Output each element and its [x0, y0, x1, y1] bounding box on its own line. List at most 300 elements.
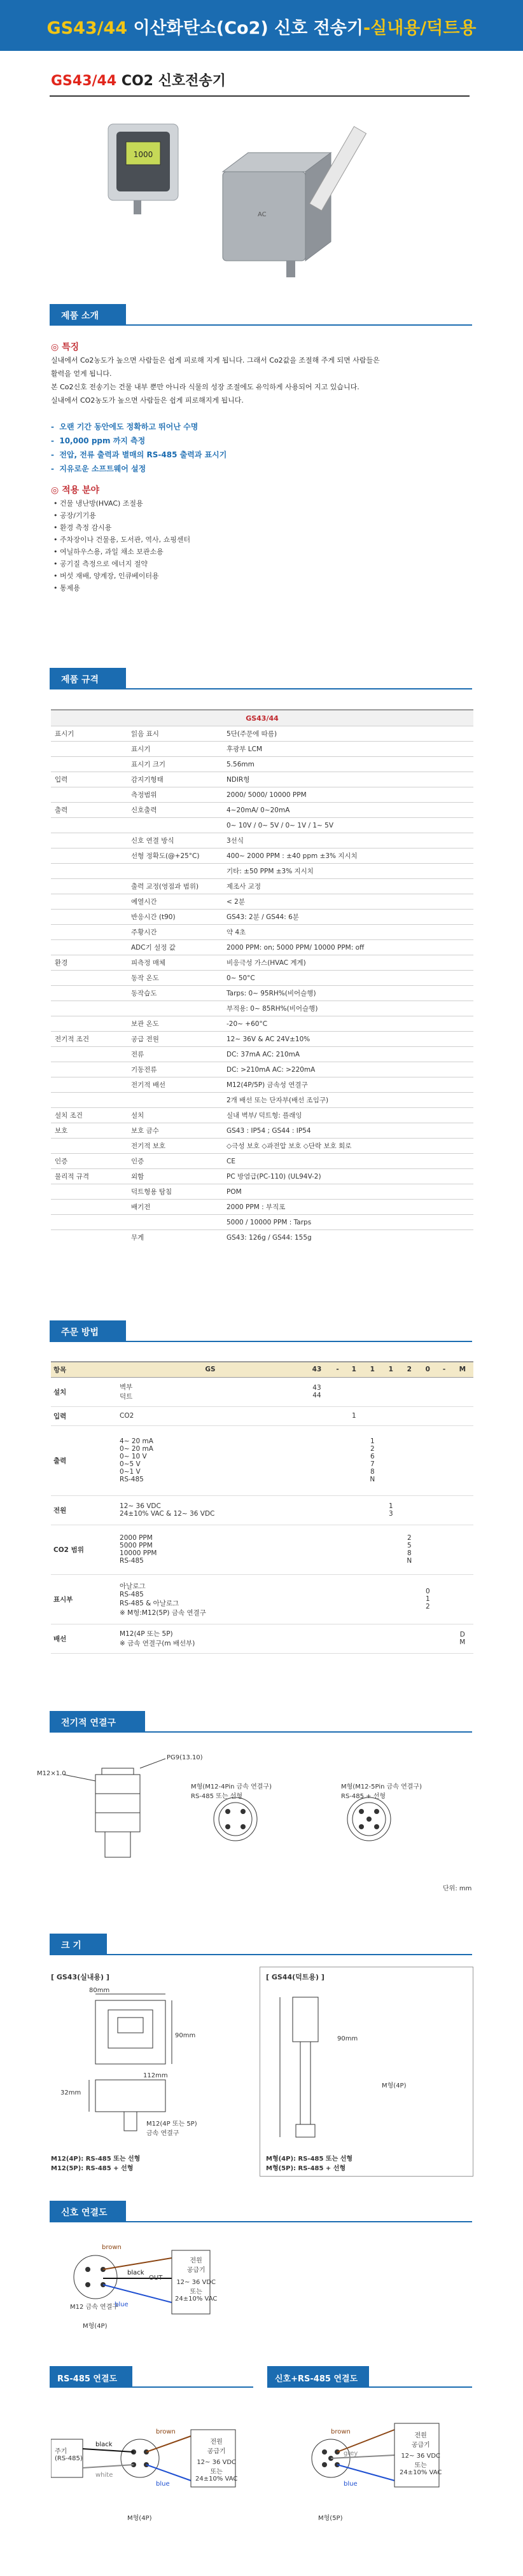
order-item: 0~1 V [120, 1468, 141, 1476]
rs485-white: white [95, 2472, 113, 2479]
order-empty-cell [437, 1574, 452, 1624]
spec-cell: NDIR형 [223, 772, 473, 787]
order-group: CO2 범위 [51, 1525, 117, 1574]
spec-cell: 측정범위 [127, 787, 223, 803]
order-item: 덕트 [120, 1393, 133, 1401]
order-codes [303, 1377, 330, 1406]
spec-row [51, 1200, 473, 1215]
order-group: 배선 [51, 1624, 117, 1653]
spec-row [51, 1016, 473, 1032]
order-row [51, 1495, 473, 1525]
order-empty-cell [303, 1574, 330, 1624]
order-empty-cell [303, 1624, 330, 1653]
spec-table-header: GS43/44 [51, 709, 473, 726]
spec-cell [51, 910, 127, 925]
gs43-note: M12(4P 또는 5P) 금속 연결구 [146, 2121, 197, 2137]
spec-cell: 400~ 2000 PPM : ±40 ppm ±3% 지시치 [223, 848, 473, 864]
svg-text:1000: 1000 [133, 150, 153, 159]
spec-cell: 제조사 교정 [223, 879, 473, 894]
spec-cell: 보호 [51, 1123, 127, 1139]
list-item: • 여닐하우스용, 과일 채소 보관소용 [53, 548, 164, 556]
dim-32: 32mm [60, 2089, 81, 2096]
spec-cell: 피측정 매체 [127, 955, 223, 971]
order-items [117, 1495, 303, 1525]
spec-cell [127, 864, 223, 879]
spec-cell [51, 1062, 127, 1077]
spec-cell: 약 4초 [223, 925, 473, 940]
spec-cell [51, 742, 127, 757]
order-empty-cell [303, 1525, 330, 1574]
order-header-cell: 1 [345, 1362, 363, 1377]
spec-cell: 전류 [127, 1047, 223, 1062]
sr-brown: brown [331, 2428, 351, 2435]
order-row [51, 1624, 473, 1653]
spec-cell: 전기적 보호 [127, 1139, 223, 1154]
order-empty-cell [382, 1425, 400, 1495]
order-header-cell: 0 [419, 1362, 437, 1377]
spec-row [51, 1093, 473, 1108]
spec-cell: 설치 [127, 1108, 223, 1123]
spec-row [51, 1169, 473, 1184]
order-item: 5000 PPM [120, 1542, 153, 1549]
order-items [117, 1624, 303, 1653]
spec-cell: < 2분 [223, 894, 473, 910]
product-title: GS43/44 CO2 신호전송기 [51, 73, 226, 89]
dimension-drawing [51, 1984, 471, 2175]
order-code: 2 [425, 1603, 430, 1610]
order-empty-cell [330, 1624, 345, 1653]
spec-row [51, 940, 473, 955]
spec-cell [51, 1016, 127, 1032]
order-empty-cell [400, 1574, 419, 1624]
spec-cell: 5000 / 10000 PPM : Tarps [223, 1215, 473, 1230]
order-empty-cell [400, 1377, 419, 1406]
order-empty-cell [303, 1495, 330, 1525]
order-empty-cell [437, 1525, 452, 1574]
order-row [51, 1406, 473, 1425]
order-empty-cell [363, 1574, 382, 1624]
order-header-cell: 2 [400, 1362, 419, 1377]
spec-cell: 전기적 조건 [51, 1032, 127, 1047]
order-group: 출력 [51, 1425, 117, 1495]
order-empty-cell [419, 1525, 437, 1574]
spec-cell: 예열시간 [127, 894, 223, 910]
spec-cell: 설치 조건 [51, 1108, 127, 1123]
order-item: RS-485 [120, 1476, 144, 1483]
order-empty-cell [345, 1495, 363, 1525]
rs485-host: 주기 (RS-485) [55, 2448, 83, 2462]
order-code: D [459, 1631, 465, 1638]
conn1-label: M형(M12-4Pin 금속 연결구) RS-485 또는 선형 [191, 1783, 272, 1800]
order-empty-cell [363, 1377, 382, 1406]
order-codes [345, 1406, 363, 1425]
spec-cell: 읽음 표시 [127, 726, 223, 742]
order-header-cell: GS [117, 1362, 303, 1377]
list-item: - 오랜 기간 동안에도 정확하고 뛰어난 수명 [51, 422, 199, 431]
spec-row [51, 1139, 473, 1154]
order-empty-cell [437, 1377, 452, 1406]
wire-black: black [127, 2269, 144, 2276]
svg-text:AC: AC [258, 211, 267, 218]
spec-cell: 물리적 규격 [51, 1169, 127, 1184]
order-empty-cell [382, 1377, 400, 1406]
spec-cell: POM [223, 1184, 473, 1200]
spec-cell: 보관 온도 [127, 1016, 223, 1032]
order-group: 입력 [51, 1406, 117, 1425]
apply-heading: ◎ 적용 분야 [51, 485, 100, 495]
spec-row [51, 742, 473, 757]
out-label: OUT [149, 2275, 163, 2282]
order-empty-cell [400, 1425, 419, 1495]
spec-cell: 부적용: 0~ 85RH%(비어슬행) [223, 1001, 473, 1016]
sr-supply: 전원 공급기 12~ 36 VDC 또는 24±10% VAC [400, 2432, 442, 2476]
spec-cell: DC: 37mA AC: 210mA [223, 1047, 473, 1062]
list-item: • 건물 냉난방(HVAC) 조절용 [53, 499, 143, 508]
order-item: 0~5 V [120, 1460, 141, 1468]
gs44-conn-notes: M형(4P): RS-485 또는 선형 M형(5P): RS-485 + 선형 [266, 2156, 353, 2172]
sr-grey: grey [344, 2450, 358, 2457]
spec-cell: 환경 [51, 955, 127, 971]
order-empty-cell [452, 1377, 473, 1406]
spec-cell: 3선식 [223, 833, 473, 848]
order-empty-cell [452, 1425, 473, 1495]
order-empty-cell [345, 1377, 363, 1406]
spec-row [51, 879, 473, 894]
spec-row [51, 1047, 473, 1062]
spec-cell: 전기적 배선 [127, 1077, 223, 1093]
order-empty-cell [400, 1495, 419, 1525]
spec-cell [51, 1093, 127, 1108]
spec-cell: 비응극성 가스(HVAC 계계) [223, 955, 473, 971]
spec-cell [51, 1215, 127, 1230]
spec-cell [51, 1047, 127, 1062]
spec-row [51, 894, 473, 910]
spec-row [51, 1108, 473, 1123]
order-item: 아날로그 [120, 1582, 146, 1590]
order-empty-cell [437, 1425, 452, 1495]
spec-cell: 2000/ 5000/ 10000 PPM [223, 787, 473, 803]
order-empty-cell [437, 1495, 452, 1525]
spec-cell: 5.56mm [223, 757, 473, 772]
list-item: • 공장/기기용 [53, 511, 96, 520]
spec-row [51, 1154, 473, 1169]
spec-cell: 4~20mA/ 0~20mA [223, 803, 473, 818]
conn2-label: M형(M12-5Pin 금속 연결구) RS-485 + 선형 [341, 1783, 422, 1800]
spec-cell [51, 879, 127, 894]
spec-row [51, 955, 473, 971]
spec-row [51, 726, 473, 742]
order-item: ※ 금속 연결구(m 배선부) [120, 1640, 195, 1647]
spec-row [51, 971, 473, 986]
list-item: - 지유로운 소프트웨어 설정 [51, 464, 146, 473]
order-items [117, 1425, 303, 1495]
order-header-cell: 1 [363, 1362, 382, 1377]
spec-cell: Tarps: 0~ 95RH%(비어슬행) [223, 986, 473, 1001]
order-row [51, 1425, 473, 1495]
spec-cell: 12~ 36V & AC 24V±10% [223, 1032, 473, 1047]
unit-label: 단위: mm [443, 1885, 472, 1892]
wire-brown: brown [102, 2244, 122, 2251]
spec-cell [127, 1093, 223, 1108]
order-empty-cell [382, 1406, 400, 1425]
product-photo [95, 111, 414, 296]
m4p-label: M형(4P) [382, 2082, 407, 2089]
spec-cell: M12(4P/5P) 금속성 연결구 [223, 1077, 473, 1093]
spec-row [51, 787, 473, 803]
order-item: 2000 PPM [120, 1534, 153, 1542]
spec-cell [51, 757, 127, 772]
order-code: N [407, 1557, 412, 1565]
spec-cell: 감지기형태 [127, 772, 223, 787]
spec-cell: 기동전류 [127, 1062, 223, 1077]
order-group: 표시부 [51, 1574, 117, 1624]
spec-cell: 보호 금수 [127, 1123, 223, 1139]
order-item: 24±10% VAC & 12~ 36 VDC [120, 1510, 215, 1518]
order-item: RS-485 & 아날로그 [120, 1599, 179, 1607]
spec-cell: 덕트형용 탐침 [127, 1184, 223, 1200]
order-empty-cell [330, 1495, 345, 1525]
section-signal-header: 신호 연결도 [50, 2201, 472, 2222]
spec-cell: -20~ +60°C [223, 1016, 473, 1032]
title-bar [0, 0, 523, 51]
spec-cell: 무게 [127, 1230, 223, 1245]
spec-cell [51, 986, 127, 1001]
gs43-conn-notes: M12(4P): RS-485 또는 선형 M12(5P): RS-485 + 선형 [51, 2156, 141, 2172]
spec-row [51, 1032, 473, 1047]
spec-table [51, 709, 473, 1245]
order-code: 6 [370, 1453, 375, 1460]
order-header-cell: M [452, 1362, 473, 1377]
spec-row [51, 833, 473, 848]
spec-cell: 실내 벽부/ 덕트형: 플래잉 [223, 1108, 473, 1123]
order-code: 44 [312, 1392, 321, 1399]
order-empty-cell [345, 1624, 363, 1653]
spec-cell: 인증 [127, 1154, 223, 1169]
feature-heading: ◎ 특징 [51, 342, 80, 352]
dim-112: 112mm [143, 2072, 168, 2079]
order-empty-cell [330, 1377, 345, 1406]
apply-list [53, 497, 190, 594]
order-empty-cell [363, 1495, 382, 1525]
order-item: 10000 PPM [120, 1549, 157, 1557]
spec-cell: GS43 : IP54 ; GS44 : IP54 [223, 1123, 473, 1139]
order-empty-cell [419, 1425, 437, 1495]
order-codes [400, 1525, 419, 1574]
order-empty-cell [345, 1525, 363, 1574]
order-header-cell: 1 [382, 1362, 400, 1377]
spec-cell: 2000 PPM: on; 5000 PPM/ 10000 PPM: off [223, 940, 473, 955]
order-empty-cell [400, 1624, 419, 1653]
order-items [117, 1406, 303, 1425]
order-code: 8 [407, 1549, 412, 1557]
rs485-m4p: M형(4P) [127, 2515, 152, 2522]
order-item: RS-485 [120, 1590, 144, 1598]
order-empty-cell [452, 1574, 473, 1624]
order-codes [382, 1495, 400, 1525]
order-row [51, 1574, 473, 1624]
spec-cell: 후광부 LCM [223, 742, 473, 757]
list-item: • 주차장이나 건물용, 도서관, 역사, 쇼핑센터 [53, 536, 191, 544]
spec-cell [51, 864, 127, 879]
spec-row [51, 757, 473, 772]
m12-label: M12×1.0 [37, 1770, 66, 1777]
spec-cell [51, 1230, 127, 1245]
section-intro-header: 제품 소개 [50, 304, 472, 326]
spec-cell [51, 1200, 127, 1215]
order-empty-cell [437, 1406, 452, 1425]
rs485-blue: blue [156, 2481, 170, 2488]
spec-cell: 2개 배선 또는 단자부(배선 조임구) [223, 1093, 473, 1108]
order-empty-cell [452, 1495, 473, 1525]
rs485-black: black [95, 2441, 113, 2448]
order-item: 벽부 [120, 1383, 133, 1391]
spec-cell: CE [223, 1154, 473, 1169]
order-codes [419, 1574, 437, 1624]
spec-cell [51, 1184, 127, 1200]
spec-cell [127, 1001, 223, 1016]
pg9-label: PG9(13.10) [167, 1754, 203, 1761]
signal-m4p: M형(4P) [83, 2323, 108, 2330]
spec-cell: 배기전 [127, 1200, 223, 1215]
order-item: 0~ 20 mA [120, 1445, 153, 1453]
title-divider [50, 95, 470, 97]
spec-cell [51, 1139, 127, 1154]
spec-cell: 입력 [51, 772, 127, 787]
spec-cell: 출력 [51, 803, 127, 818]
spec-cell [51, 925, 127, 940]
dim-80: 80mm [89, 1987, 110, 1994]
order-row [51, 1377, 473, 1406]
order-item: ※ M형:M12(5P) 금속 연결구 [120, 1609, 206, 1617]
spec-cell [51, 940, 127, 955]
order-empty-cell [303, 1406, 330, 1425]
spec-cell: 표시기 [51, 726, 127, 742]
spec-cell: 외함 [127, 1169, 223, 1184]
page-title: GS43/44 이산화탄소(Co2) 신호 전송기-실내용/덕트용 [46, 18, 477, 38]
spec-cell: GS43: 2분 / GS44: 6분 [223, 910, 473, 925]
order-code: 1 [351, 1412, 356, 1420]
order-group: 전원 [51, 1495, 117, 1525]
spec-cell: 동작습도 [127, 986, 223, 1001]
order-item: 12~ 36 VDC [120, 1502, 161, 1510]
order-empty-cell [382, 1525, 400, 1574]
order-empty-cell [345, 1425, 363, 1495]
spec-cell [51, 787, 127, 803]
spec-cell [127, 818, 223, 833]
rs485-supply: 전원 공급기 12~ 36 VDC 또는 24±10% VAC [195, 2439, 238, 2483]
order-items [117, 1574, 303, 1624]
order-code: 1 [370, 1437, 375, 1445]
spec-row [51, 910, 473, 925]
spec-row [51, 772, 473, 787]
order-code: N [370, 1476, 375, 1483]
order-header-cell: - [437, 1362, 452, 1377]
section-rs485-header: RS-485 연결도 [50, 2366, 253, 2388]
spec-cell: 인증 [51, 1154, 127, 1169]
spec-cell [51, 1001, 127, 1016]
spec-cell: 2000 PPM : 부직포 [223, 1200, 473, 1215]
sr-blue: blue [344, 2481, 358, 2488]
wire-blue: blue [115, 2301, 129, 2308]
spec-cell: 동작 온도 [127, 971, 223, 986]
order-codes [363, 1425, 382, 1495]
order-item: CO2 [120, 1412, 134, 1420]
order-header-cell: 43 [303, 1362, 330, 1377]
section-order-header: 주문 방법 [50, 1320, 472, 1342]
order-code: 1 [425, 1595, 430, 1603]
order-code: 3 [388, 1510, 393, 1518]
order-empty-cell [452, 1406, 473, 1425]
order-header-cell: 항목 [51, 1362, 117, 1377]
spec-cell [51, 894, 127, 910]
spec-cell: 5단(주문에 따름) [223, 726, 473, 742]
spec-cell: 공급 전원 [127, 1032, 223, 1047]
spec-row [51, 1123, 473, 1139]
rs485-brown: brown [156, 2428, 176, 2435]
list-item: • 통제용 [53, 584, 80, 592]
order-header-row [51, 1362, 473, 1377]
order-group: 설치 [51, 1377, 117, 1406]
spec-cell: 반응시간 (t90) [127, 910, 223, 925]
spec-row [51, 803, 473, 818]
spec-cell: 신호 연결 방식 [127, 833, 223, 848]
order-empty-cell [419, 1495, 437, 1525]
sr-m5p: M형(5P) [318, 2515, 343, 2522]
spec-cell [51, 971, 127, 986]
spec-cell: 주황시간 [127, 925, 223, 940]
order-code: 2 [370, 1445, 375, 1453]
gs43-label: [ GS43(실내용) ] [51, 1973, 109, 1981]
spec-cell [127, 1215, 223, 1230]
order-item: M12(4P 또는 5P) [120, 1630, 173, 1638]
order-code: 8 [370, 1468, 375, 1476]
spec-row [51, 1215, 473, 1230]
spec-row [51, 1077, 473, 1093]
spec-row [51, 1062, 473, 1077]
section-wiring-header: 전기적 연결구 [50, 1711, 472, 1733]
spec-cell: 표시기 [127, 742, 223, 757]
spec-cell: ADC기 설정 값 [127, 940, 223, 955]
order-code: 5 [407, 1542, 412, 1549]
order-code: 0 [425, 1588, 430, 1595]
spec-row [51, 864, 473, 879]
spec-cell [51, 1077, 127, 1093]
order-item: 4~ 20 mA [120, 1437, 153, 1445]
spec-row [51, 1230, 473, 1245]
spec-cell: ◇극성 보호 ◇과전압 보호 ◇단락 보호 회로 [223, 1139, 473, 1154]
spec-row [51, 848, 473, 864]
spec-cell: 선형 정확도(@+25°C) [127, 848, 223, 864]
spec-cell: 기타: ±50 PPM ±3% 지시치 [223, 864, 473, 879]
order-code: 7 [370, 1460, 375, 1468]
order-codes [452, 1624, 473, 1653]
spec-row [51, 986, 473, 1001]
gs44-label: [ GS44(덕트용) ] [266, 1973, 324, 1981]
order-empty-cell [437, 1624, 452, 1653]
list-item: • 환경 측정 감시용 [53, 523, 112, 532]
spec-row [51, 1001, 473, 1016]
order-row [51, 1525, 473, 1574]
order-empty-cell [363, 1525, 382, 1574]
order-items [117, 1525, 303, 1574]
order-empty-cell [363, 1624, 382, 1653]
spec-cell: PC 방염급(PC-110) (UL94V-2) [223, 1169, 473, 1184]
order-empty-cell [400, 1406, 419, 1425]
list-item: • 공기질 측정으로 에너지 절약 [53, 560, 148, 568]
spec-cell: 0~ 10V / 0~ 5V / 0~ 1V / 1~ 5V [223, 818, 473, 833]
spec-cell: GS43: 126g / GS44: 155g [223, 1230, 473, 1245]
order-empty-cell [363, 1406, 382, 1425]
